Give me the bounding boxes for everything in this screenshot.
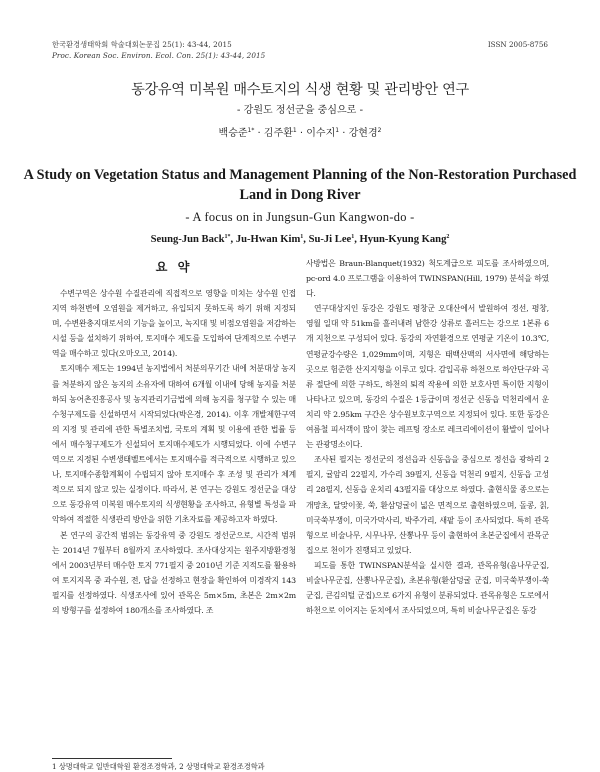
abstract-heading: 요 약 <box>155 260 193 274</box>
author-name-en: Seung-Jun Back <box>150 234 225 245</box>
abstract-paragraph: 조사된 필지는 정선군의 정선읍과 신동읍을 중심으로 정선읍 광하리 2필지, 귤암리 22필지, 가수리 39필지, 신동읍 덕천리 9필지, 신동읍 고성리 28필지, 신동읍 운치리 43필지를 대상으로 하였다. 출현식물 종으로는 개망초, 달맞이꽃, 쑥, 환삼덩굴이 넓은 면적으로 출현하였으며, 돌콩, 칡, 미국쑥부쟁이, 미국가막사리, 박주가리, 새팥 등이 조사되었다. 특히 관목형으로 비술나무, 시무나무, 산뽕나무 등이 출현하여 초본군집에서 관목군집으로 천이가 진행되고 있었다. <box>306 455 549 555</box>
author-affiliation-mark: 1 <box>300 234 304 240</box>
journal-citation-ko: 한국환경생태학회 학술대회논문집 25(1): 43-44, 2015 <box>52 40 232 49</box>
author-separator: · <box>296 128 307 139</box>
author-affiliation-mark: 1* <box>224 234 231 240</box>
author-separator: · <box>254 128 264 139</box>
abstract-paragraph: 연구대상지인 동강은 강원도 평창군 오대산에서 발원하여 정선, 평창, 영월 일대 약 51km를 흘러내려 남한강 상류로 흘러드는 강으로 1본류 6개 지천으로 구성되어 있다. 동강의 자연환경으로 연평균 기온이 10.3℃, 연평균강수량은 1,029mm이며, 지형은 태백산맥의 서사면에 해당하는 곳으로 험준한 산지지형을 이루고 있다. 감입곡류 하천으로 하안단구와 곡류 절단에 의한 구하도, 하천의 퇴적 작용에 의한 보호사면 특이한 지형이 나타나고 있으며, 동강의 수질은 1등급이며 정선군 신동읍 덕천리에서 운치리 약 2.95km 구간은 상수원보호구역으로 지정되어 있다. 또한 동강은 여름철 피서객이 많이 찾는 레프팅 장소로 레크리에이션이 활발이 일어나는 관광명소이다. <box>306 304 549 450</box>
author-separator: , <box>303 234 309 245</box>
author-separator: , <box>230 234 236 245</box>
abstract-column-left <box>52 286 296 618</box>
abstract-paragraph: 본 연구의 공간적 범위는 동강유역 중 강원도 정선군으로, 시간적 범위는 2014년 7월부터 8월까지 조사하였다. 조사대상지는 원주지방환경청에서 2003년부터 매수한 토지 771필지 중 2010년 기준 지적도를 활용하여 토지지목 중 과수원, 전, 답을 선정하고 현장을 확인하여 미경작지 143필지를 선정하였다. 식생조사에 있어 관목은 5m×5m, 초본은 2m×2m의 방형구를 설정하여 180개소를 조사하였다. 조 <box>52 530 296 615</box>
author-name-ko: 김주환 <box>263 128 293 139</box>
issn-label: ISSN 2005-8756 <box>487 40 548 49</box>
author-list-en <box>0 234 600 245</box>
abstract-paragraph: 사방법은 Braun-Blanquet(1932) 척도계급으로 피도를 조사하였으며, pc-ord 4.0 프로그램을 이용하여 TWINSPAN(Hill, 1979) 분석을 하였다. <box>306 259 549 299</box>
author-name-ko: 이수지 <box>306 128 336 139</box>
author-name-ko: 강현경 <box>348 128 378 139</box>
author-affiliation-mark: 2 <box>377 127 382 134</box>
abstract-paragraph: 피도를 통한 TWINSPAN분석을 실시한 결과, 관목유형(음나무군집, 비술나무군집, 산뽕나무군집), 초본유형(환삼덩굴 군집, 미국쑥부쟁이-쑥 군집, 큰김의털 군집)으로 6가지 유형이 분류되었다. 관목유형은 도로에서 하천으로 이어지는 둔치에서 조사되었으며, 특히 비술나무군집은 동강 <box>306 560 549 616</box>
paper-subtitle-ko: - 강원도 정선군을 중심으로 - <box>236 105 364 116</box>
author-name-en: Ju-Hwan Kim <box>235 234 301 245</box>
abstract-column-right <box>306 256 549 618</box>
author-separator: , <box>354 234 360 245</box>
author-name-ko: 백승준 <box>218 128 248 139</box>
footnote-divider <box>52 758 172 759</box>
author-name-en: Su-Ji Lee <box>308 234 352 245</box>
author-affiliation-mark: 1 <box>351 234 355 240</box>
author-affiliation-mark: 1 <box>292 127 297 134</box>
author-list-ko <box>0 124 600 139</box>
author-affiliation-mark: 1* <box>247 127 255 134</box>
author-separator: · <box>339 128 349 139</box>
paper-title-en-line2: Land in Dong River <box>239 187 361 203</box>
author-affiliation-mark: 1 <box>335 127 340 134</box>
author-name-en: Hyun-Kyung Kang <box>359 234 447 245</box>
author-affiliation-mark: 2 <box>446 234 450 240</box>
affiliation-footnote: 1 상명대학교 일반대학원 환경조경학과, 2 상명대학교 환경조경학과 <box>52 762 265 771</box>
paper-title-ko: 동강유역 미복원 매수토지의 식생 현황 및 관리방안 연구 <box>131 82 469 98</box>
abstract-paragraph: 수변구역은 상수원 수질관리에 직접적으로 영향을 미치는 상수원 인접지역 하천변에 오염원을 제거하고, 유입되지 못하도록 하기 위해 지정되며, 수변완충지대로서의 기능을 높이고, 녹지대 및 비점오염원을 저감하는 시설 등을 설치하기 위하여, 토지매수 제도를 도입하여 단계적으로 수변구역을 매수하고 있다(오마오고, 2014). <box>52 289 296 359</box>
paper-title-en-line1: A Study on Vegetation Status and Management Planning of the Non-Restoration Purchased <box>23 167 577 183</box>
journal-citation-en: Proc. Korean Soc. Environ. Ecol. Con. 25(1): 43-44, 2015 <box>52 51 266 60</box>
abstract-paragraph: 토지매수 제도는 1994년 농지법에서 처분의무기간 내에 처분대상 농지를 처분하지 않은 농지의 소유자에 대하여 6개월 이내에 당해 농지를 처분하되 농어촌진흥공사 및 농지관리기금법에 의해 농지를 청구할 수 있는 매수청구제도를 신설하면서 시작되었다(박은경, 2014). 이후 개발제한구역의 지정 및 관리에 관한 특별조치법, 국토의 계획 및 이용에 관한 법률 등에서 매수청구제도가 신설되어 토지매수제도가 시행되었다. 이에 수변구역으로 지정된 수변생태벨트에서는 토지매수를 적극적으로 시행하고 있으나, 토지매수종합계획이 수립되지 않아 토지매수 후 조성 및 관리가 체계적으로 되지 않고 있는 실정이다. 따라서, 본 연구는 강원도 정선군을 대상으로 동강유역 미복원 매수토지의 식생현황을 조사하고, 유형별 특성을 파악하여 적절한 식생관리 방안을 위한 기초자료를 제공하고자 하였다. <box>52 364 296 525</box>
paper-subtitle-en: - A focus on in Jungsun-Gun Kangwon-do - <box>185 210 415 224</box>
